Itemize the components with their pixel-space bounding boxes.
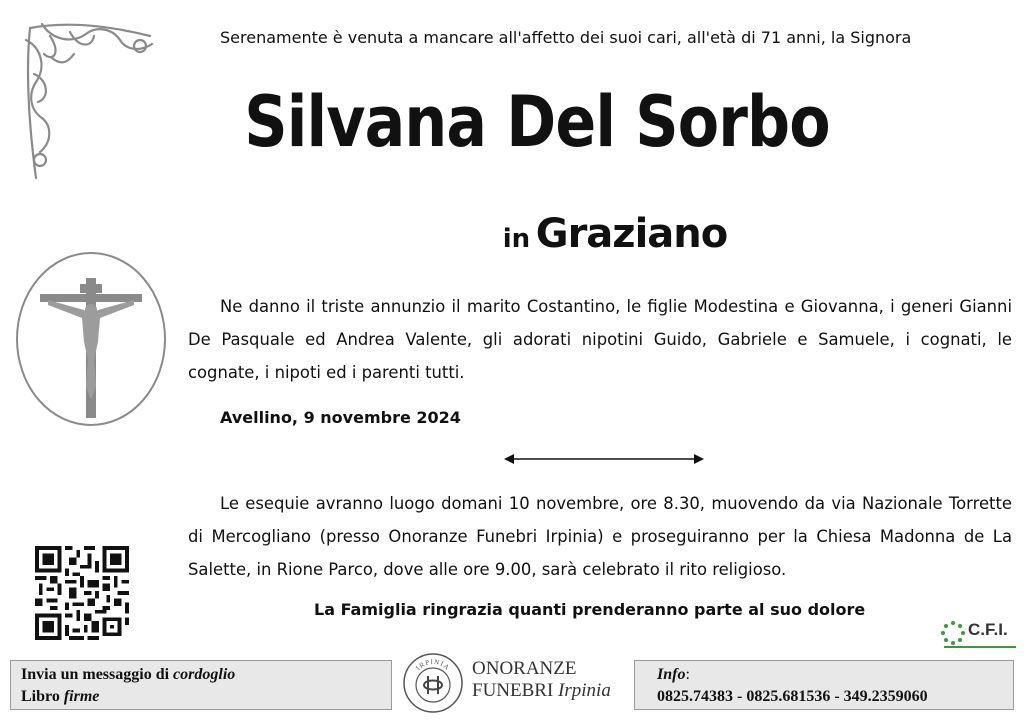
phone-numbers[interactable]: 0825.74383 - 0825.681536 - 349.2359060 [657,688,928,705]
info-label: Info [657,666,686,683]
guestbook-link[interactable] [21,686,381,708]
corner-flourish-icon [22,18,162,186]
qr-code-icon[interactable] [35,546,129,640]
book-italic: firme [63,688,100,705]
married-prefix: in [502,224,531,254]
company-line-2: FUNEBRI Irpinia [472,680,611,701]
funeral-home-seal-icon [402,652,464,714]
funeral-text: Le esequie avranno luogo domani 10 novembre, ore 8.30, muovendo da via Nazionale Torrette di Mercogliano (presso Onoranze Funebri Irpinia) e proseguiranno per la Chiesa Madonna de La Salette, in Rione Parco, dove alle ore 9.00, sarà celebrato il rito religioso. [188,494,1012,579]
double-arrow-divider-icon [500,451,708,467]
thanks-text: La Famiglia ringrazia quanti prenderanno parte al suo dolore [314,600,866,619]
info-box [634,660,1014,710]
married-surname: Graziano [535,211,728,257]
deceased-name: Silvana Del Sorbo [244,81,830,163]
book-prefix: Libro [21,688,64,705]
cfi-underline [944,646,1016,648]
funeral-home-name [472,658,611,702]
message-prefix: Invia un messaggio di [21,666,174,683]
message-italic: cordoglio [173,666,236,683]
cfi-logo-icon [940,618,1020,652]
place-date: Avellino, 9 novembre 2024 [220,408,461,427]
company-line-2-italic: Irpinia [558,680,611,701]
company-line-1: ONORANZE [472,658,577,679]
condolence-link[interactable] [21,664,381,686]
seal-text: IRPINIA [414,657,452,673]
info-colon: : [685,666,690,683]
message-box[interactable] [10,660,392,710]
intro-text: Serenamente è venuta a mancare all'affetto dei suoi cari, all'età di 71 anni, la Signora [220,28,912,47]
cfi-logo-text: C.F.I. [968,620,1008,639]
crucifix-icon [14,250,168,428]
announcement-text: Ne danno il triste annunzio il marito Costantino, le figlie Modestina e Giovanna, i generi Gianni De Pasquale ed Andrea Valente, gli adorati nipotini Guido, Gabriele e Samuele, i cognati, le cognate, i nipoti ed i parenti tutti. [188,297,1012,382]
